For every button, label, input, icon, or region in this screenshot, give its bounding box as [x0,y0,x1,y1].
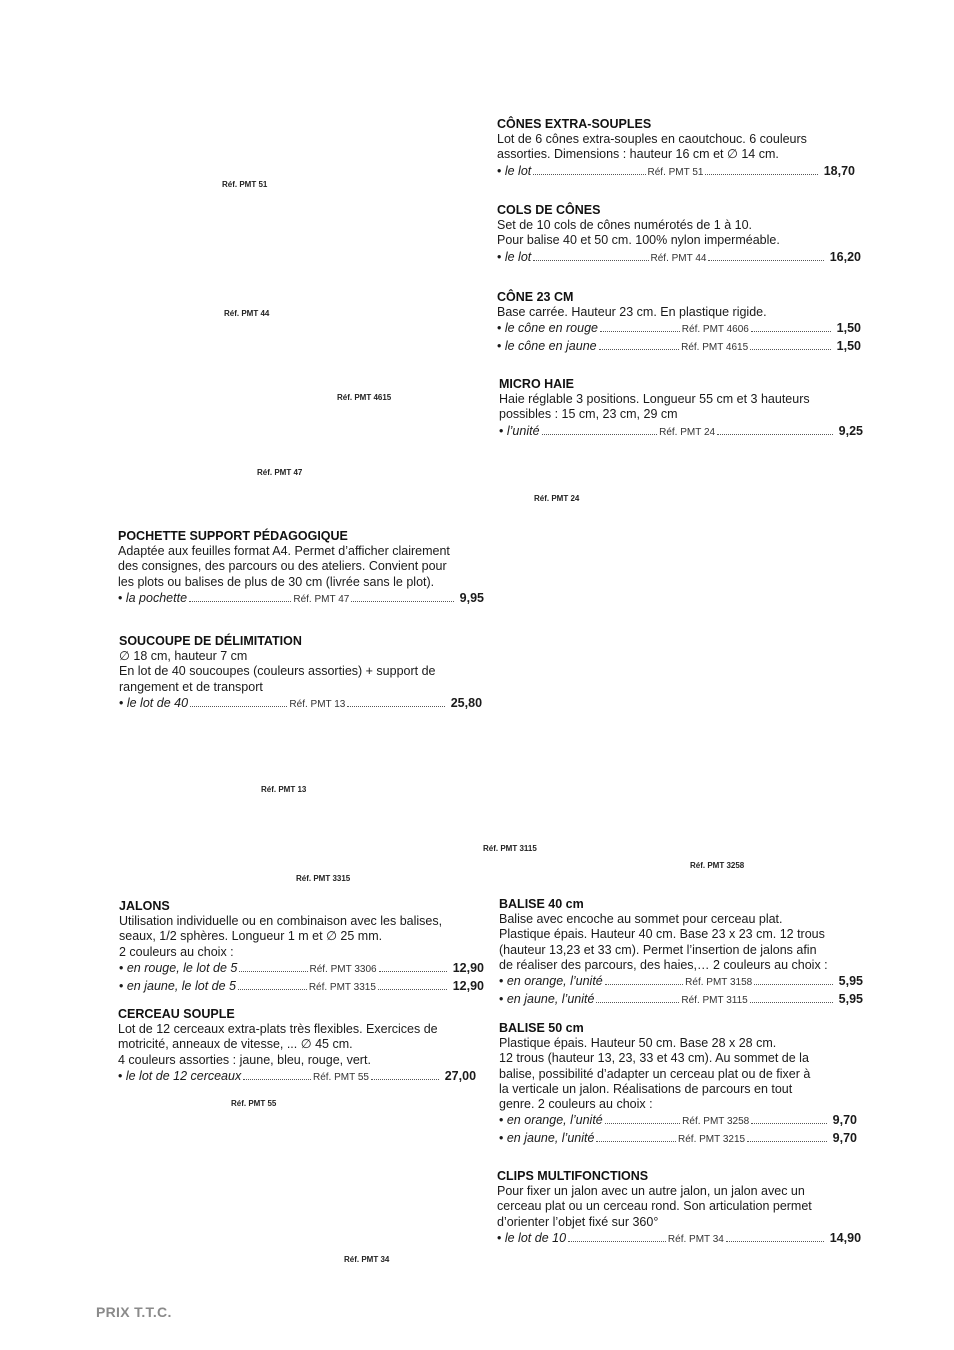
product-ref: Réf. PMT 44 [650,252,707,264]
price-line [499,1130,857,1148]
image-ref-pmt4615: Réf. PMT 4615 [337,393,392,402]
option-label: l’unité [506,423,540,438]
product-description [497,218,861,249]
price-line [499,973,863,991]
bullet-icon: • [497,339,505,354]
price-line-label [499,973,603,989]
description-line: Pour balise 40 et 50 cm. 100% nylon imperméable. [497,233,780,248]
product-title: CÔNE 23 CM [497,290,574,304]
bullet-icon: • [118,1068,126,1083]
product-price: 5,95 [838,974,863,989]
price-line-label [499,423,540,439]
price-line-label [119,695,188,711]
dotted-leader [754,984,832,985]
dotted-leader [243,1079,311,1080]
product-description [499,912,863,973]
product-price: 18,70 [823,163,855,178]
product-price: 14,90 [829,1230,862,1245]
product-balise-50 [499,1021,857,1148]
option-label: le lot de 40 [126,695,189,710]
product-jalons [119,899,484,996]
product-description [497,305,861,320]
description-line: des consignes, des parcours ou des ateliers. Convient pour [118,559,447,574]
product-ref: Réf. PMT 3115 [681,995,748,1007]
product-title: JALONS [119,899,170,913]
bullet-icon: • [499,1131,507,1146]
image-ref-pmt55: Réf. PMT 55 [231,1099,277,1108]
dotted-leader [750,349,830,350]
price-line [118,590,484,608]
image-ref-pmt3115: Réf. PMT 3115 [483,844,537,853]
price-line [497,1230,861,1248]
footer-prix-ttc: PRIX T.T.C. [96,1304,172,1320]
dotted-leader [605,984,683,985]
product-description [118,1022,476,1068]
product-cone-23cm [497,290,861,356]
bullet-icon: • [499,974,507,989]
product-cones-extra-souples [497,117,855,181]
description-line: Adaptée aux feuilles format A4. Permet d’afficher clairement [118,544,450,558]
description-line: cerceau plat ou un cerceau rond. Son articulation permet [497,1199,812,1214]
product-description [499,1036,857,1112]
product-title: CERCEAU SOUPLE [118,1007,235,1021]
dotted-leader [596,1002,679,1003]
dotted-leader [371,1079,439,1080]
dotted-leader [717,434,833,435]
product-price: 9,95 [459,590,485,605]
dotted-leader [705,174,817,175]
product-price: 25,80 [450,695,483,710]
dotted-leader [596,1141,676,1142]
bullet-icon: • [499,992,507,1007]
product-pochette [118,529,484,608]
price-line [119,978,484,996]
dotted-leader [189,601,291,602]
product-cols-de-cones [497,203,861,267]
dotted-leader [599,349,679,350]
product-price: 27,00 [444,1068,477,1083]
product-ref: Réf. PMT 24 [659,426,716,438]
description-line: genre. 2 couleurs au choix : [499,1097,653,1112]
price-line [119,695,482,713]
description-line: 4 couleurs assorties : jaune, bleu, rouge, vert. [118,1052,371,1067]
description-line: Base carrée. Hauteur 23 cm. En plastique rigide. [497,305,767,319]
option-label: en jaune, le lot de 5 [126,978,236,993]
product-clips [497,1169,861,1248]
product-description [119,649,482,695]
product-price: 12,90 [452,960,484,975]
price-line [497,338,861,356]
dotted-leader [542,434,658,435]
price-line-label [499,991,594,1007]
bullet-icon: • [497,321,505,336]
dotted-leader [751,331,831,332]
product-price: 9,70 [832,1131,858,1146]
description-line: d’orienter l’objet fixé sur 360° [497,1214,659,1229]
description-line: ∅ 18 cm, hauteur 7 cm [119,649,248,663]
bullet-icon: • [497,249,505,264]
dotted-leader [190,706,287,707]
description-line: Plastique épais. Hauteur 50 cm. Base 28 x 28 cm. [499,1036,777,1050]
description-line: Plastique épais. Hauteur 40 cm. Base 23 x 23 cm. 12 trous [499,927,825,942]
dotted-leader [379,971,447,972]
image-ref-pmt3258: Réf. PMT 3258 [690,861,745,870]
dotted-leader [751,1123,826,1124]
description-line: les plots ou balises de plus de 30 cm (livrée sans le plot). [118,574,435,589]
product-cerceau-souple [118,1007,476,1086]
product-title: BALISE 50 cm [499,1021,584,1035]
option-label: en orange, l’unité [506,974,603,989]
dotted-leader [600,331,680,332]
product-price: 9,70 [832,1113,857,1128]
description-line: Utilisation individuelle ou en combinaison avec les balises, [119,914,443,928]
product-price: 1,50 [836,321,862,336]
product-description [499,392,863,423]
option-label: le cône en rouge [504,321,598,336]
price-line [499,1112,857,1130]
option-label: le lot [504,249,532,264]
dotted-leader [568,1241,666,1242]
product-ref: Réf. PMT 47 [293,593,350,605]
product-title: COLS DE CÔNES [497,203,601,217]
product-price: 5,95 [838,992,864,1007]
bullet-icon: • [119,978,127,993]
description-line: Pour fixer un jalon avec un autre jalon, un jalon avec un [497,1184,805,1198]
dotted-leader [351,601,453,602]
option-label: en jaune, l’unité [506,1131,595,1146]
option-label: en orange, l’unité [506,1113,603,1128]
product-soucoupe [119,634,482,713]
product-description [497,1184,861,1230]
dotted-leader [239,971,307,972]
description-line: de réaliser des parcours, des haies,… 2 couleurs au choix : [499,957,828,972]
option-label: la pochette [125,590,188,605]
price-line-label [119,978,236,994]
bullet-icon: • [497,163,505,178]
image-ref-pmt13: Réf. PMT 13 [261,785,307,794]
product-ref: Réf. PMT 3306 [309,963,377,975]
price-line-label [499,1112,603,1128]
option-label: le cône en jaune [504,339,597,354]
product-ref: Réf. PMT 3258 [682,1116,750,1128]
dotted-leader [726,1241,824,1242]
product-ref: Réf. PMT 51 [647,166,704,178]
dotted-leader [533,174,645,175]
image-ref-pmt47: Réf. PMT 47 [257,468,303,477]
product-price: 16,20 [829,249,861,264]
product-ref: Réf. PMT 4606 [681,324,749,336]
price-line-label [118,1068,241,1084]
bullet-icon: • [499,423,507,438]
description-line: (hauteur 13,23 et 33 cm). Permet l’insertion de jalons afin [499,942,817,957]
description-line: seaux, 1/2 sphères. Longueur 1 m et ∅ 25 mm. [119,929,383,944]
dotted-leader [605,1123,680,1124]
product-ref: Réf. PMT 55 [313,1071,369,1083]
bullet-icon: • [119,695,127,710]
dotted-leader [378,989,447,990]
image-ref-pmt3315: Réf. PMT 3315 [296,874,351,883]
dotted-leader [347,706,444,707]
option-label: en rouge, le lot de 5 [126,960,238,975]
price-line [499,423,863,441]
price-line [497,320,861,338]
product-description [497,132,855,163]
description-line: Balise avec encoche au sommet pour cerceau plat. [499,912,783,926]
product-ref: Réf. PMT 3315 [308,981,376,993]
description-line: possibles : 15 cm, 23 cm, 29 cm [499,407,678,422]
option-label: le lot de 10 [504,1230,567,1245]
product-title: CLIPS MULTIFONCTIONS [497,1169,649,1183]
option-label: le lot de 12 cerceaux [125,1068,242,1083]
image-ref-pmt51: Réf. PMT 51 [222,180,268,189]
price-line [497,249,861,267]
product-price: 1,50 [836,339,861,354]
description-line: la verticale un jalon. Réalisations de parcours en tout [499,1081,793,1096]
product-micro-haie [499,377,863,441]
dotted-leader [708,260,823,261]
dotted-leader [750,1002,833,1003]
description-line: rangement et de transport [119,679,263,694]
description-line: assorties. Dimensions : hauteur 16 cm et ∅ 14 cm. [497,147,779,162]
dotted-leader [747,1141,827,1142]
price-line-label [497,1230,566,1246]
product-description [119,914,484,960]
bullet-icon: • [497,1230,505,1245]
image-ref-pmt34: Réf. PMT 34 [344,1255,390,1264]
product-title: POCHETTE SUPPORT PÉDAGOGIQUE [118,529,348,543]
price-line [118,1068,476,1086]
price-line-label [118,590,187,606]
price-line [119,960,484,978]
product-ref: Réf. PMT 34 [667,1233,724,1245]
product-ref: Réf. PMT 4615 [681,342,749,354]
description-line: En lot de 40 soucoupes (couleurs assorties) + support de [119,664,436,679]
product-title: SOUCOUPE DE DÉLIMITATION [119,634,302,648]
option-label: en jaune, l’unité [506,992,595,1007]
description-line: Lot de 6 cônes extra-souples en caoutchouc. 6 couleurs [497,132,807,146]
description-line: balise, possibilité d’adapter un cerceau plat ou de fixer à [499,1066,811,1081]
price-line-label [497,249,531,265]
price-line-label [119,960,237,976]
dotted-leader [238,989,307,990]
bullet-icon: • [118,590,126,605]
product-title: CÔNES EXTRA-SOUPLES [497,117,652,131]
product-balise-40 [499,897,863,1009]
product-ref: Réf. PMT 3158 [685,977,753,989]
option-label: le lot [504,163,532,178]
price-line [497,163,855,181]
product-price: 9,25 [838,423,864,438]
product-title: BALISE 40 cm [499,897,584,911]
product-price: 12,90 [452,978,484,993]
price-line-label [497,320,598,336]
price-line-label [497,338,597,354]
image-ref-pmt24: Réf. PMT 24 [534,494,580,503]
bullet-icon: • [499,1113,507,1128]
image-ref-pmt44: Réf. PMT 44 [224,309,270,318]
price-line [499,991,863,1009]
description-line: motricité, anneaux de vitesse, ... ∅ 45 cm. [118,1037,353,1052]
product-ref: Réf. PMT 13 [289,698,346,710]
product-title: MICRO HAIE [499,377,574,391]
description-line: 2 couleurs au choix : [119,944,234,959]
bullet-icon: • [119,960,127,975]
product-description [118,544,484,590]
description-line: Set de 10 cols de cônes numérotés de 1 à 10. [497,218,753,232]
description-line: Haie réglable 3 positions. Longueur 55 cm et 3 hauteurs [499,392,810,406]
description-line: 12 trous (hauteur 13, 23, 33 et 43 cm). Au sommet de la [499,1051,809,1066]
description-line: Lot de 12 cerceaux extra-plats très flexibles. Exercices de [118,1022,438,1036]
dotted-leader [533,260,648,261]
product-ref: Réf. PMT 3215 [678,1134,746,1146]
price-line-label [497,163,531,179]
price-line-label [499,1130,594,1146]
